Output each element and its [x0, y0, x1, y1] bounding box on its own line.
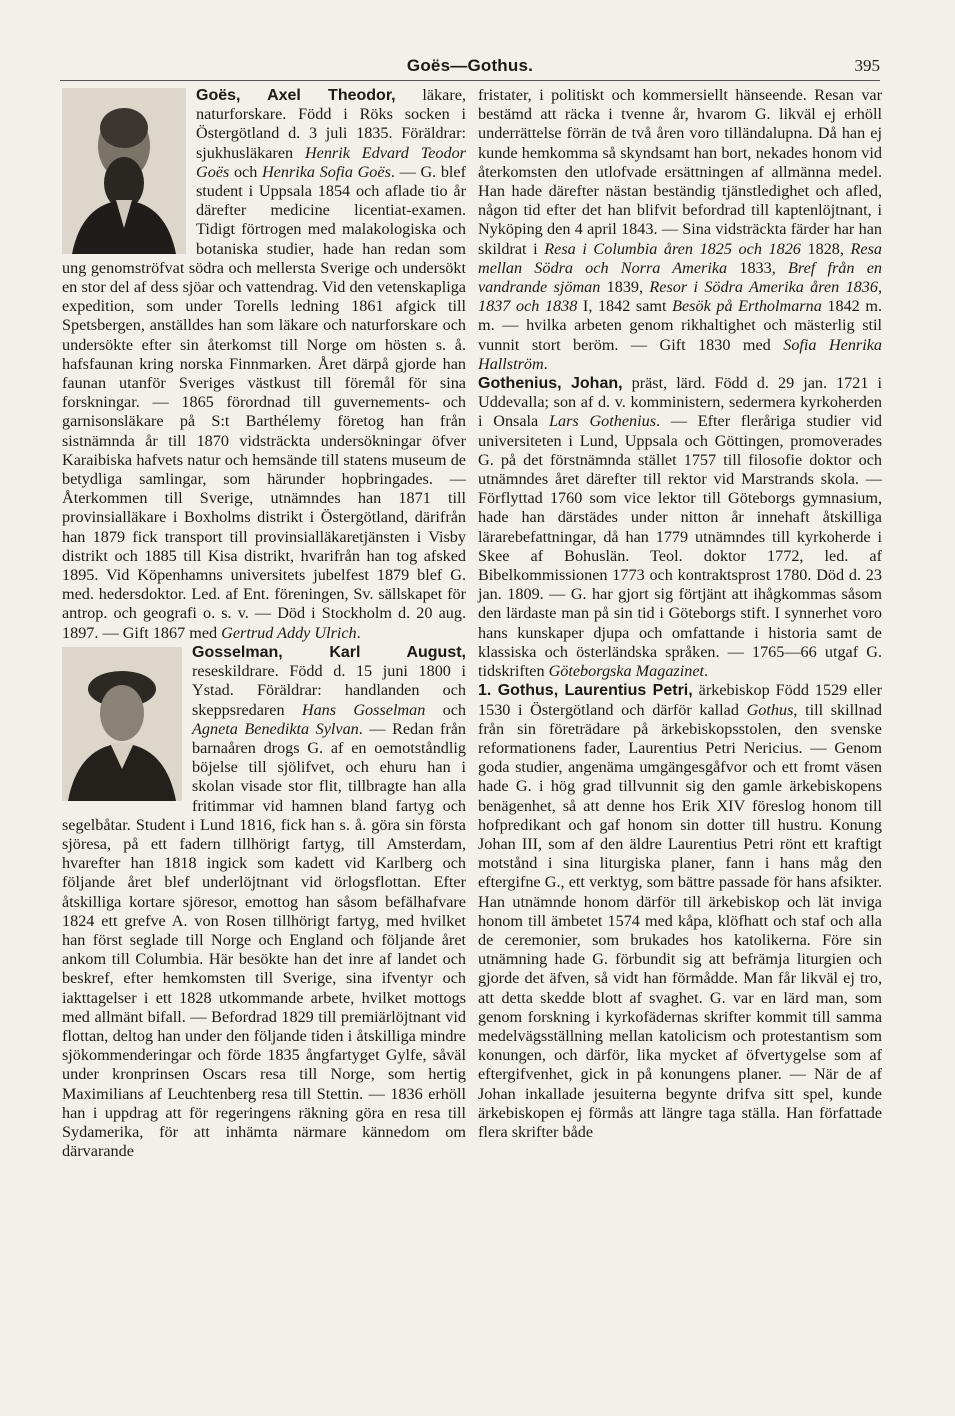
portrait-goes-image: [62, 88, 186, 254]
left-column: [62, 86, 466, 1161]
headword: Gosselman, Karl August,: [192, 643, 466, 661]
entry-gosselman: Gosselman, Karl August, reseskildrare. Född d. 15 juni 1800 i Ystad. Föräldrar: handlanden och skeppsredaren Hans Gosselman och Agneta Benedikta Sylvan. — Redan från barnaåren drogs G. af en oemotståndlig böjelse till sjölifvet, och ehuru han i skolan visade stor flit, tillbragte han alla fritimmar vid hamnen bland fartyg och segelbåtar. Student i Lund 1816, fick han s. å. göra sin första sjöresa, på ett fadern tillhörigt fartyg, till Amsterdam, hvarefter han 1818 ingick som kadett vid Karlberg och följande året blef underlöjtnant vid örlogsflottan. Efter åtskilliga kortare sjöresor, emottog han såsom befälhafvare 1824 ett grefve A. von Rosen tillhörigt fartyg, med hvilket han först seglade till Norge och England och följande året ankom till Columbia. Här besökte han det inre af landet och beskref, efter hemkomsten till Sverige, sina ifventyr och iakttagelser i ett 1828 utkommande arbete, hvilket mottogs med allmänt bifall. — Befordrad 1829 till premiärlöjtnant vid flottan, deltog han under den följande tiden i åtskilliga mindre sjökommenderingar och förde 1835 ångfartyget Gylfe, såväl under kronprinsen Oscars resa till Norge, som hertig Maximilians af Leuchtenberg resa till Stettin. — 1836 erhöll han i uppdrag att för regeringens räkning göra en resa till Sydamerika, för att inhämta närmare kännedom om därvarande: [62, 643, 467, 1161]
entry-gothus: 1. Gothus, Laurentius Petri, ärkebiskop Född 1529 eller 1530 i Östergötland och därför kallad Gothus, till skillnad från sin företrädare på ärkebiskopsstolen, den svenske reformationens fader, Laurentius Petri Nericius. — Genom goda studier, angenäma umgängesgåfvor och ett fromt väsen hade G. i hög grad tillvunnit sig den gamle ärkebiskopens benägenhet, så att denne hos Erik XIV föreslog honom till hofpredikant och gaf honom sin dotter till hustru. Konung Johan III, som af den äldre Laurentius Petri rönt ett kraftigt motstånd i sina liturgiska planer, fann i hans måg den eftergifne G., ett verktyg, som bättre passade för hans afsikter. Han utnämnde honom därför till ärkebiskop och lät inviga honom till ämbetet 1574 med kåpa, klöfhatt och staf och alla de ceremonier, som brukades hos katolikerna. Före sin utnämning hade G. förbundit sig att befrämja liturgien och gjorde det äfven, så vidt han förmådde. Man får likväl ej tro, att detta skedde blott af svaghet. G. var en lärd man, som genom forskning i kyrkofädernas skrifter kommit till samma medelvägsställning mellan katolicism och protestantism som konungen, och därför, lika mycket af öfvertygelse som af eftergifvenhet, gick in på konungens planer. — När de af Johan inkallade jesuiterna begynte drifva sitt spel, kunde ärkebiskopen ej förmås att längre taga ställa. Han författade flera skrifter både: [478, 681, 882, 1141]
headword: Goës, Axel Theodor,: [196, 87, 396, 104]
portrait-goes-icon: [62, 88, 186, 254]
headword: Gothenius, Johan,: [478, 375, 623, 393]
running-head: Goës—Gothus.: [406, 56, 534, 75]
entry-goes: Goës, Axel Theodor, läkare, naturforskare. Född i Röks socken i Östergötland d. 3 juli 1835. Föräldrar: sjukhusläkaren Henrik Edvard Teodor Goës och Henrika Sofia Goës. — G. blef student i Uppsala 1854 och aflade tio år därefter medicine licentiat-examen. Tidigt förtrogen med malakologiska och botaniska studier, hade han redan som ung genomströfvat södra och mellersta Sverige och undersökt en stor del af dess sjöar och vattendrag. Vid den vetenskapliga expedition, som under Torells ledning 1861 afgick till Spetsbergen, anställdes han som läkare och naturforskare och undersökte efter sin återkomst till Norge om hösten s. å. hafsfaunan kring norska Finnmarken. Året därpå gjorde han faunan utanför Sveriges västkust till föremål för sina forskningar. — 1865 förordnad till guvernements- och garnisonsläkare på S:t Barthélemy företog han från sistnämnda år till 1870 vidsträckta undersökningar öfver Karaibiska hafvets natur och hemsände till statens museum de betydliga samlingar, som härunder hopbringades. — Återkommen till Sverige, utnämndes han 1871 till provinsialläkare i Boxholms distrikt i Östergötland, därifrån han 1879 fick transport till provinsialläkaretjänsten i Visby distrikt och 1885 till Kisa distrikt, hvarifrån han tog afsked 1895. Vid Köpenhamns universitets jubelfest 1879 blef G. med. hedersdoktor. Led. af Ent. föreningen, Sv. sällskapet för antrop. och geografi o. s. v. — Död i Stockholm d. 20 aug. 1897. — Gift 1867 med Gertrud Addy Ulrich.: [62, 86, 467, 642]
header-rule: [60, 80, 880, 81]
portrait-gosselman-icon: [62, 647, 182, 801]
portrait-gosselman-image: [62, 647, 182, 801]
entry-gosselman-continued: fristater, i politiskt och kommersiellt hänseende. Resan var bestämd att räcka i tvenne år, hvarom G. likväl ej erhöll underrättelse förrän de två åren voro tilländalupna. Då han ej kunde hemkomma så skyndsamt han bort, nekades honom vid återkomsten den utlofvade ersättningen af allmänna medel. Han hade därefter nästan beständig tjänstledighet och afled, någon tid efter det han blifvit befordrad till kaptenlöjtnant, i Nyköping den 4 april 1843. — Sina vidsträckta färder har han skildrat i Resa i Columbia åren 1825 och 1826 1828, Resa mellan Södra och Norra Amerika 1833, Bref från en vandrande sjöman 1839, Resor i Södra Amerika åren 1836, 1837 och 1838 I, 1842 samt Besök på Ertholmarna 1842 m. m. — hvilka arbeten genom rikhaltighet och mästerlig stil vunnit stort beröm. — Gift 1830 med Sofia Henrika Hallström.: [478, 86, 883, 373]
page-number: 395: [854, 56, 880, 75]
headword: 1. Gothus, Laurentius Petri,: [478, 682, 693, 700]
right-column: [478, 86, 882, 1142]
page-header: [60, 56, 880, 82]
entry-gothenius: Gothenius, Johan, präst, lärd. Född d. 29 jan. 1721 i Uddevalla; son af d. v. komministern, sedermera kyrkoherden i Onsala Lars Gothenius. — Efter fleråriga studier vid universiteten i Lund, Uppsala och Göttingen, promoverades G. på det förstnämnda stället 1757 till filosofie doktor och utnämndes året därefter till rektor vid Marstrands skola. — Förflyttad 1760 som vice lektor till Göteborgs gymnasium, hade han därstädes under nitton år innehaft åtskilliga lärarebefattningar, då han 1779 utnämndes till kyrkoherde i Skee af Bohuslän. Teol. doktor 1772, led. af Bibelkommissionen 1773 och kontraktsprost 1780. Död d. 23 jan. 1809. — G. har gjort sig förtjänt att ihågkommas såsom den lärdaste man på sin tid i Göteborgs stift. I synnerhet voro hans kunskaper djupa och omfattande i historia samt de klassiska och österländska språken. — 1765—66 utgaf G. tidskriften Göteborgska Magazinet.: [478, 374, 883, 681]
